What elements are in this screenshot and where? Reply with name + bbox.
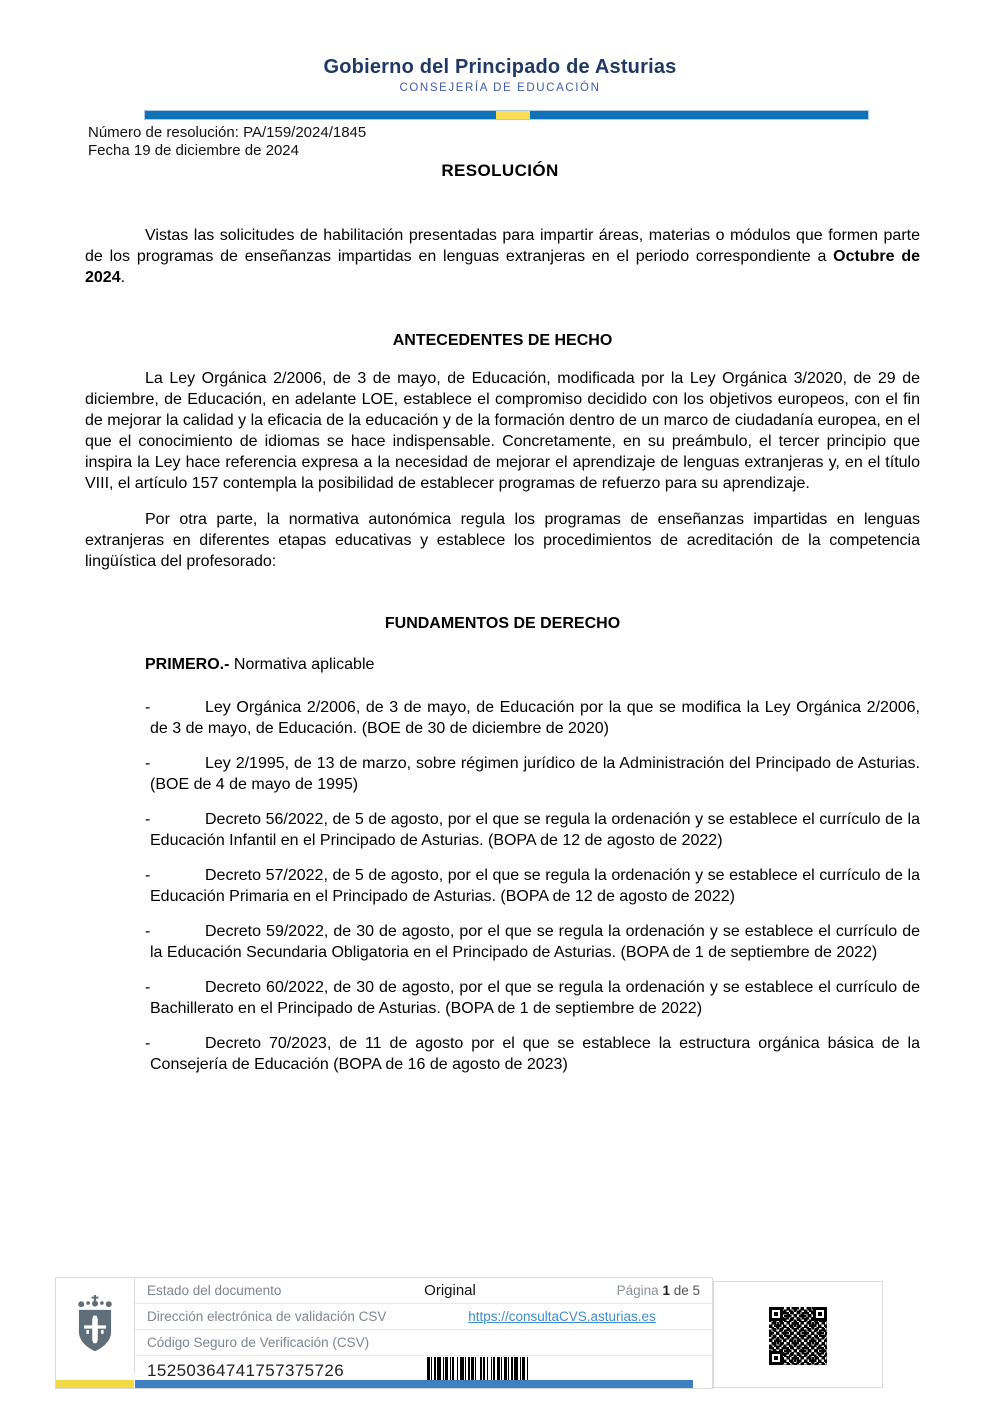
list-dash: - (145, 1035, 151, 1052)
page-label: Página (616, 1283, 659, 1298)
footer-strip-blue (135, 1380, 693, 1388)
row-csv-label (135, 1330, 712, 1356)
footer-strip-yellow (56, 1380, 134, 1388)
resolution-number: Número de resolución: PA/159/2024/1845 (88, 124, 367, 141)
primero-label: PRIMERO.- (145, 656, 230, 673)
header-divider-yellow-segment (496, 111, 530, 119)
qr-finder-pattern (769, 1351, 783, 1365)
list-item-text: Ley 2/1995, de 13 de marzo, sobre régimen jurídico de la Administración del Principado de Asturias. (BOE de 4 de mayo de 1995) (150, 755, 920, 793)
asturias-crest-icon (72, 1295, 118, 1357)
list-item (145, 865, 920, 907)
csv-code-value: 15250364741757375726 (147, 1361, 345, 1380)
list-item-text: Decreto 70/2023, de 11 de agosto por el que se establece la estructura orgánica básica de la Consejería de Educación (BOPA de 16 de agosto de 2023) (150, 1035, 920, 1073)
list-item (145, 753, 920, 795)
list-item-text: Decreto 60/2022, de 30 de agosto, por el que se regula la ordenación y se establece el currículo de Bachillerato en el Principado de Asturias. (BOPA de 1 de septiembre de 2022) (150, 979, 920, 1017)
csv-validation-link[interactable]: https://consultaCVS.asturias.es (468, 1309, 656, 1324)
paragraph-loe: La Ley Orgánica 2/2006, de 3 de mayo, de Educación, modificada por la Ley Orgánica 3/2020, de 29 de diciembre, de Educación, en adelante LOE, establece el compromiso decidido con los objetivos europeos, con el fin de mejorar la calidad y la eficacia de la educación y de la formación dentro de un marco de ciudadanía europea, en el que el conocimiento de idiomas se hace indispensable. Concretamente, en su preámbulo, el tercer principio que inspira la Ley hace referencia expresa a la necesidad de mejorar el aprendizaje de lenguas extranjeras y, en el título VIII, el artículo 157 contempla la posibilidad de establecer programas de refuerzo para su aprendizaje. (85, 370, 920, 492)
paragraph-intro-period: . (120, 269, 126, 286)
government-title: Gobierno del Principado de Asturias (323, 56, 677, 78)
header-divider-bar (144, 110, 869, 120)
list-item (145, 809, 920, 851)
heading-fundamentos: FUNDAMENTOS DE DERECHO (384, 615, 621, 632)
primero-line (145, 654, 920, 675)
heading-antecedentes: ANTECEDENTES DE HECHO (392, 332, 613, 349)
paragraph-intro-bold: Octubre de 2024 (85, 248, 920, 286)
list-item-text: Decreto 56/2022, de 5 de agosto, por el que se regula la ordenación y se establece el currículo de la Educación Infantil en el Principado de Asturias. (BOPA de 12 de agosto de 2022) (150, 811, 920, 849)
resolution-date: Fecha 19 de diciembre de 2024 (88, 142, 299, 159)
list-item (145, 977, 920, 1019)
document-body (85, 225, 920, 1075)
list-dash: - (145, 923, 151, 940)
list-item-text: Decreto 59/2022, de 30 de agosto, por el que se regula la ordenación y se establece el currículo de la Educación Secundaria Obligatoria en el Principado de Asturias. (BOPA de 1 de septiembre de 2022) (150, 923, 920, 961)
row-csv-link (135, 1304, 712, 1330)
list-dash: - (145, 699, 151, 716)
page-number: 1 (662, 1283, 670, 1298)
csv-dir-label: Dirección electrónica de validación CSV (147, 1309, 387, 1324)
estado-label: Estado del documento (147, 1283, 282, 1298)
department-subtitle: CONSEJERÍA DE EDUCACIÓN (399, 82, 601, 94)
list-item-text: Ley Orgánica 2/2006, de 3 de mayo, de Educación por la que se modifica la Ley Orgánica 2/2006, de 3 de mayo, de Educación. (BOE de 30 de diciembre de 2020) (150, 699, 920, 737)
list-dash: - (145, 867, 151, 884)
list-item (145, 1033, 920, 1075)
validation-footer (55, 1277, 713, 1389)
csv-code-label: Código Seguro de Verificación (CSV) (147, 1335, 370, 1350)
page-indicator (550, 1283, 712, 1298)
paragraph-normativa: Por otra parte, la normativa autonómica regula los programas de enseñanzas impartidas en lenguas extranjeras en diferentes etapas educativas y establece los procedimientos de acreditación de la competencia lingüística del profesorado: (85, 511, 920, 570)
primero-text: Normativa aplicable (229, 656, 375, 673)
list-dash: - (145, 811, 151, 828)
qr-code-icon (769, 1307, 827, 1365)
row-estado (135, 1278, 712, 1304)
qr-finder-pattern (813, 1307, 827, 1321)
validation-footer-inner (56, 1278, 712, 1380)
paragraph-intro-text: Vistas las solicitudes de habilitación presentadas para impartir áreas, materias o módulos que formen parte de los programas de enseñanzas impartidas en lenguas extranjeras en el periodo correspondiente a (85, 227, 920, 265)
crest-cell (56, 1278, 134, 1374)
qr-finder-pattern (769, 1307, 783, 1321)
csv-link-cell (412, 1309, 712, 1324)
resolution-meta (88, 124, 1000, 160)
list-dash: - (145, 979, 151, 996)
document-title: RESOLUCIÓN (441, 161, 559, 180)
paragraph-intro (85, 225, 920, 288)
list-item (145, 697, 920, 739)
list-item (145, 921, 920, 963)
validation-table (134, 1278, 712, 1380)
normativa-list (85, 697, 920, 1075)
list-item-text: Decreto 57/2022, de 5 de agosto, por el que se regula la ordenación y se establece el currículo de la Educación Primaria en el Principado de Asturias. (BOPA de 12 de agosto de 2022) (150, 867, 920, 905)
qr-box (713, 1281, 883, 1388)
letterhead (0, 0, 1000, 94)
page-total: de 5 (673, 1283, 700, 1298)
estado-value: Original (424, 1282, 476, 1299)
list-dash: - (145, 755, 151, 772)
